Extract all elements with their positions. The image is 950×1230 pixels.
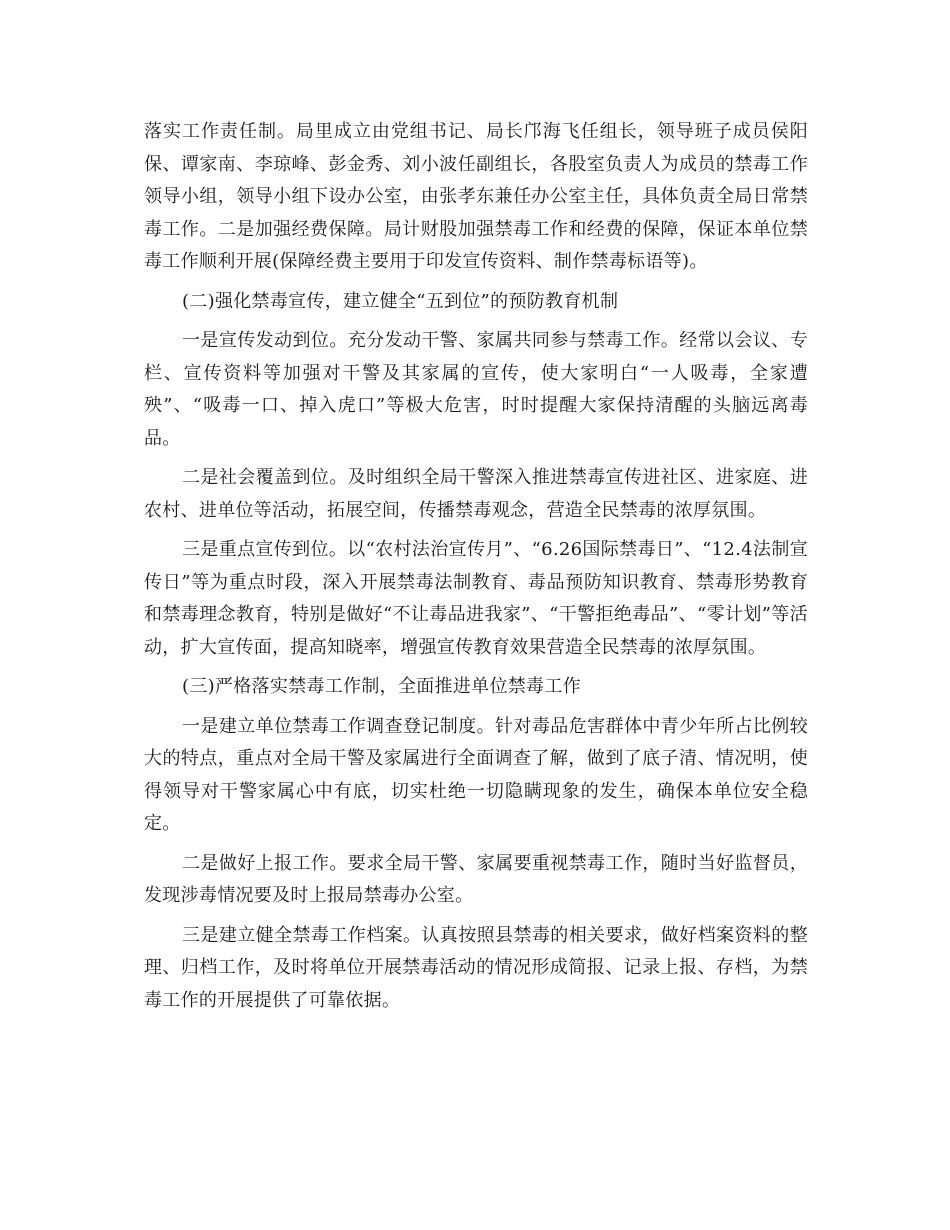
paragraph-reporting: 二是做好上报工作。要求全局干警、家属要重视禁毒工作，随时当好监督员，发现涉毒情况要及时上报局禁毒办公室。 <box>144 852 808 906</box>
paragraph-responsibility: 落实工作责任制。局里成立由党组书记、局长邝海飞任组长，领导班子成员侯阳保、谭家南、李琼峰、彭金秀、刘小波任副组长，各股室负责人为成员的禁毒工作领导小组，领导小组下设办公室，由张孝东兼任办公室主任，具体负责全局日常禁毒工作。二是加强经费保障。局计财股加强禁毒工作和经费的保障，保证本单位禁毒工作顺利开展(保障经费主要用于印发宣传资料、制作禁毒标语等)。 <box>144 121 808 272</box>
section-heading-2: (二)强化禁毒宣传，建立健全“五到位”的预防教育机制 <box>182 290 619 312</box>
document-body <box>144 116 808 1024</box>
section-heading-3: (三)严格落实禁毒工作制，全面推进单位禁毒工作 <box>182 676 581 697</box>
paragraph-registration-system: 一是建立单位禁毒工作调查登记制度。针对毒品危害群体中青少年所占比例较大的特点，重点对全局干警及家属进行全面调查了解，做到了底子清、情况明，使得领导对干警家属心中有底，切实杜绝一切隐瞒现象的发生，确保本单位安全稳定。 <box>144 715 808 834</box>
paragraph-publicity-mobilization: 一是宣传发动到位。充分发动干警、家属共同参与禁毒工作。经常以会议、专栏、宣传资料等加强对干警及其家属的宣传，使大家明白“一人吸毒，全家遭殃”、“吸毒一口、掉入虎口”等极大危害，时时提醒大家保持清醒的头脑远离毒品。 <box>144 330 808 449</box>
paragraph-key-publicity: 三是重点宣传到位。以“农村法治宣传月”、“6.26国际禁毒日”、“12.4法制宣传日”等为重点时段，深入开展禁毒法制教育、毒品预防知识教育、禁毒形势教育和禁毒理念教育，特别是做好“不让毒品进我家”、“干警拒绝毒品”、“零计划”等活动，扩大宣传面，提高知晓率，增强宣传教育效果营造全民禁毒的浓厚氛围。 <box>144 539 808 658</box>
paragraph-social-coverage: 二是社会覆盖到位。及时组织全局干警深入推进禁毒宣传进社区、进家庭、进农村、进单位等活动，拓展空间，传播禁毒观念，营造全民禁毒的浓厚氛围。 <box>144 467 808 521</box>
paragraph-archives: 三是建立健全禁毒工作档案。认真按照县禁毒的相关要求，做好档案资料的整理、归档工作，及时将单位开展禁毒活动的情况形成简报、记录上报、存档，为禁毒工作的开展提供了可靠依据。 <box>144 924 808 1011</box>
